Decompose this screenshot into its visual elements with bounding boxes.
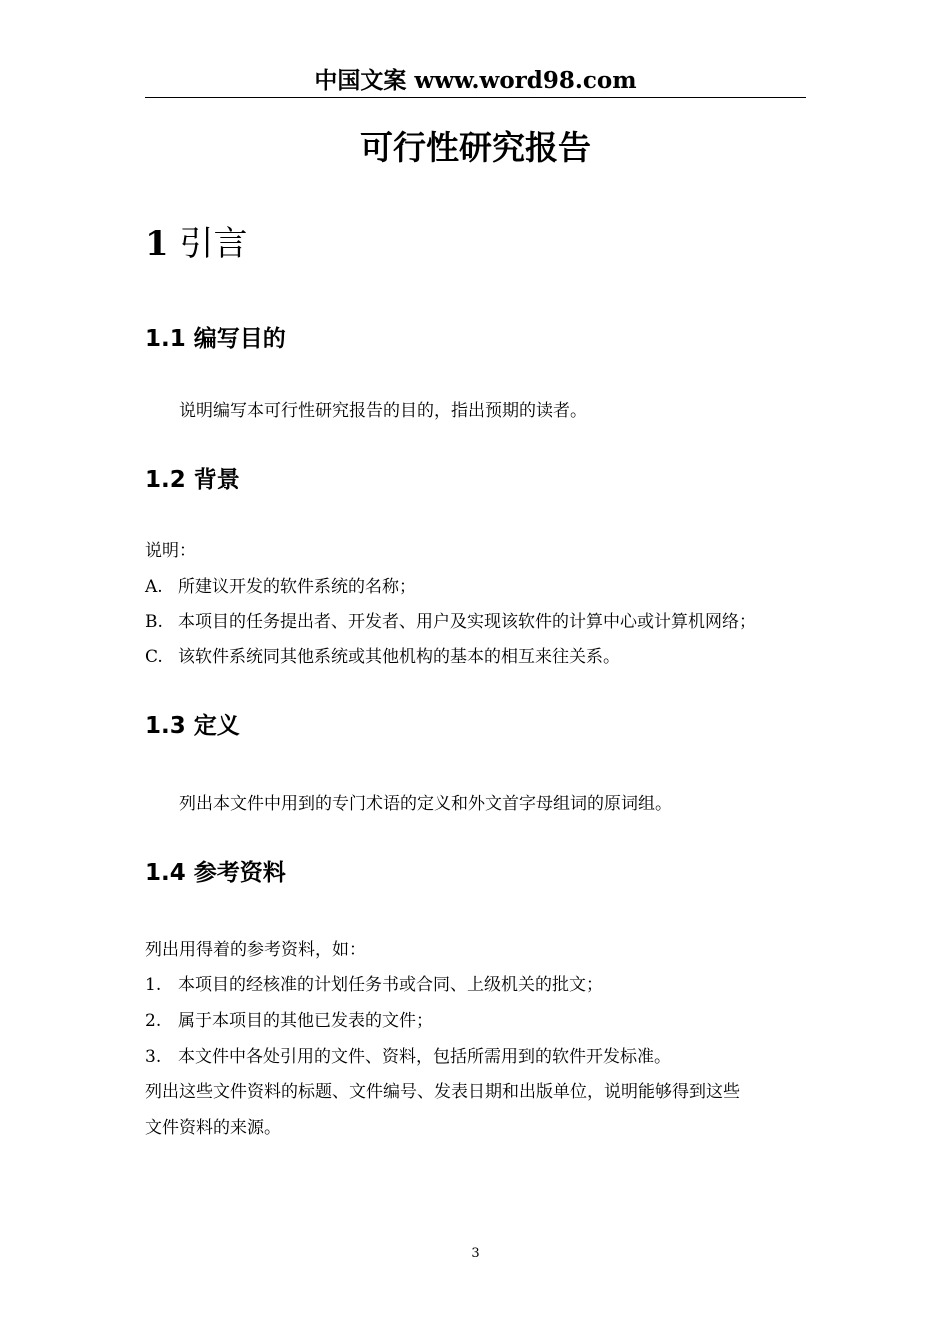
section-1-2-intro: 说明： — [145, 541, 196, 561]
document-title: 可行性研究报告 — [360, 128, 591, 167]
section-1-4-closing-line-2: 文件资料的来源。 — [145, 1118, 281, 1138]
list-marker: 1. — [145, 975, 162, 995]
list-text: 所建议开发的软件系统的名称； — [178, 577, 416, 597]
list-text: 本项目的经核准的计划任务书或合同、上级机关的批文； — [178, 975, 603, 995]
list-marker: C. — [145, 647, 163, 667]
chapter-title: 引言 — [179, 224, 248, 264]
section-1-4-intro: 列出用得着的参考资料，如： — [145, 940, 366, 960]
chapter-number: 1 — [145, 224, 169, 264]
section-heading-1-1: 1.1 编写目的 — [145, 326, 286, 352]
section-1-4-closing-line-1: 列出这些文件资料的标题、文件编号、发表日期和出版单位，说明能够得到这些 — [145, 1082, 740, 1102]
list-item — [145, 569, 416, 605]
section-1-1-body: 说明编写本可行性研究报告的目的，指出预期的读者。 — [179, 401, 587, 421]
list-item — [145, 1003, 433, 1039]
list-text: 该软件系统同其他系统或其他机构的基本的相互来往关系。 — [178, 647, 620, 667]
list-text: 本项目的任务提出者、开发者、用户及实现该软件的计算中心或计算机网络； — [178, 612, 756, 632]
list-item — [145, 967, 603, 1003]
list-marker: 3. — [145, 1047, 162, 1067]
list-marker: A. — [145, 577, 163, 597]
section-heading-1-3: 1.3 定义 — [145, 713, 240, 739]
list-item — [145, 1039, 671, 1075]
running-header: 中国文案 www.word98.com — [314, 67, 637, 94]
list-item — [145, 604, 756, 640]
list-marker: 2. — [145, 1011, 162, 1031]
page-number: 3 — [471, 1246, 480, 1261]
list-marker: B. — [145, 612, 163, 632]
section-heading-1-2: 1.2 背景 — [145, 467, 240, 493]
list-text: 属于本项目的其他已发表的文件； — [178, 1011, 433, 1031]
list-item — [145, 639, 620, 675]
chapter-heading — [145, 222, 247, 266]
section-1-3-body: 列出本文件中用到的专门术语的定义和外文首字母组词的原词组。 — [179, 794, 672, 814]
list-text: 本文件中各处引用的文件、资料，包括所需用到的软件开发标准。 — [178, 1047, 671, 1067]
section-heading-1-4: 1.4 参考资料 — [145, 860, 286, 886]
header-divider — [145, 97, 806, 98]
